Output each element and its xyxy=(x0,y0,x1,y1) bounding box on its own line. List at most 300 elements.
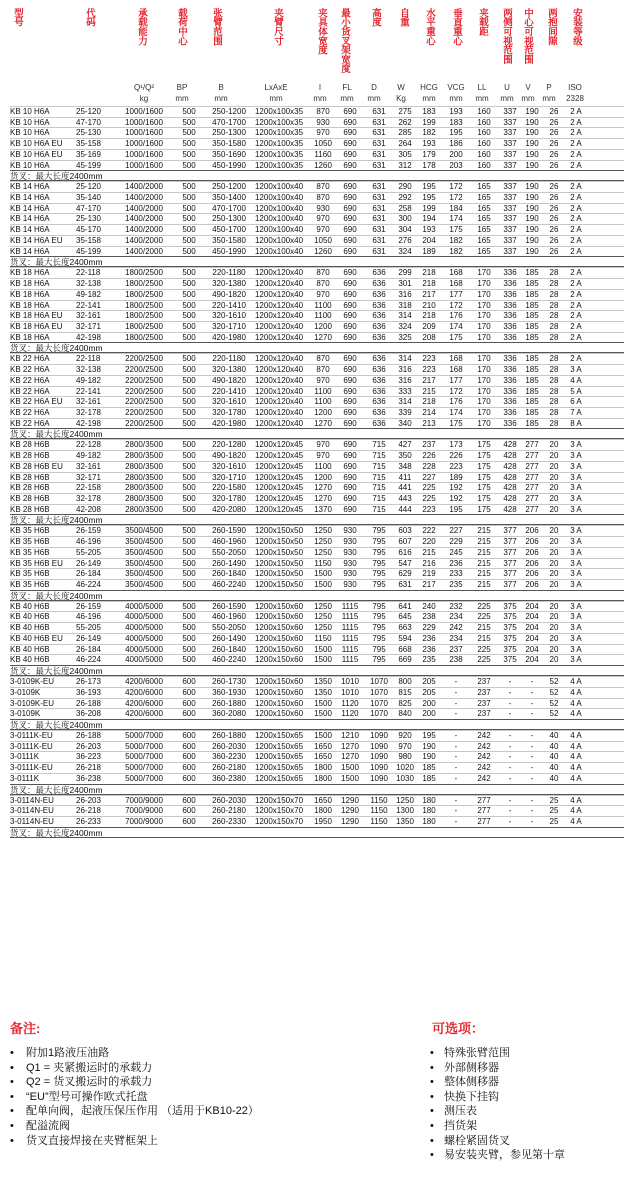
cell-w: 314 xyxy=(398,311,412,321)
cell-p: 25 xyxy=(549,816,559,826)
cell-i: 1650 xyxy=(314,752,332,762)
cell-arm: 1200x120x45 xyxy=(254,483,304,493)
cell-d: 1150 xyxy=(370,795,388,805)
cell-d: 631 xyxy=(372,139,386,149)
cell-fl: 1270 xyxy=(341,752,359,762)
cell-d: 715 xyxy=(372,461,386,471)
cell-v: 185 xyxy=(525,332,539,342)
cell-b: 350-1580 xyxy=(212,235,246,245)
cell-cap: 2200/2500 xyxy=(125,407,163,417)
cell-ll: 160 xyxy=(477,160,491,170)
cell-hcg: 225 xyxy=(422,483,436,493)
table-row xyxy=(10,773,624,784)
cell-b: 250-1300 xyxy=(212,214,246,224)
cell-p: 20 xyxy=(549,472,559,482)
cell-cap: 1400/2000 xyxy=(125,203,163,213)
notes-title: 备注: xyxy=(10,1021,41,1036)
cell-p: 26 xyxy=(549,149,559,159)
cell-d: 795 xyxy=(372,655,386,665)
cell-v: - xyxy=(530,698,534,708)
cell-fl: 690 xyxy=(343,128,357,138)
cell-code: 22-118 xyxy=(76,354,101,364)
group-footer: 货叉：最大长度2400mm xyxy=(10,170,624,181)
cell-v: 277 xyxy=(525,504,539,514)
header-symbol-iso: ISO xyxy=(568,83,582,92)
cell-v: 190 xyxy=(525,128,539,138)
cell-bp: 500 xyxy=(182,289,196,299)
cell-u: 337 xyxy=(503,149,517,159)
cell-d: 631 xyxy=(372,203,386,213)
header-symbol-hcg: HCG xyxy=(420,83,438,92)
cell-code: 49-182 xyxy=(76,451,101,461)
cell-i: 1100 xyxy=(314,386,332,396)
cell-cap: 2200/2500 xyxy=(125,418,163,428)
cell-arm: 1200x120x40 xyxy=(254,268,304,278)
cell-arm: 1200x120x40 xyxy=(254,365,304,375)
cell-arm: 1200x100x35 xyxy=(254,128,304,138)
cell-iso: 3 A xyxy=(570,644,582,654)
cell-hcg: 179 xyxy=(422,149,436,159)
cell-vcg: - xyxy=(454,709,458,719)
cell-bp: 500 xyxy=(182,655,196,665)
cell-hcg: 190 xyxy=(422,752,436,762)
header-unit-ll: mm xyxy=(475,94,489,103)
cell-p: 28 xyxy=(549,332,559,342)
group-footer: 货叉：最大长度2400mm xyxy=(10,256,624,267)
header-code: 代码 xyxy=(84,8,95,27)
cell-arm: 1200x120x45 xyxy=(254,440,304,450)
cell-b: 470-1700 xyxy=(212,117,246,127)
table-row xyxy=(10,289,624,300)
cell-d: 795 xyxy=(372,537,386,547)
table-row xyxy=(10,149,624,160)
cell-u: 428 xyxy=(503,461,517,471)
cell-iso: 2 A xyxy=(570,128,582,138)
cell-p: 26 xyxy=(549,182,559,192)
cell-hcg: 217 xyxy=(422,580,436,590)
cell-d: 715 xyxy=(372,440,386,450)
cell-bp: 600 xyxy=(182,741,196,751)
cell-vcg: 200 xyxy=(449,149,463,159)
cell-v: - xyxy=(530,687,534,697)
cell-bp: 500 xyxy=(182,160,196,170)
cell-w: 815 xyxy=(398,687,412,697)
cell-arm: 1200x120x40 xyxy=(254,300,304,310)
cell-cap: 2800/3500 xyxy=(125,504,163,514)
cell-u: - xyxy=(508,806,512,816)
cell-p: 20 xyxy=(549,547,559,557)
cell-u: 336 xyxy=(503,354,517,364)
cell-i: 970 xyxy=(316,289,330,299)
cell-v: - xyxy=(530,752,534,762)
cell-ll: 175 xyxy=(477,494,491,503)
cell-iso: 2 A xyxy=(570,182,582,192)
cell-b: 450-1700 xyxy=(212,225,246,235)
cell-hcg: 215 xyxy=(422,386,436,396)
group-footer: 货叉：最大长度2400mm xyxy=(10,827,624,838)
cell-u: 428 xyxy=(503,504,517,514)
cell-d: 636 xyxy=(372,386,386,396)
option-item: • 挡货架 xyxy=(430,1119,565,1134)
cell-p: 40 xyxy=(549,773,559,783)
cell-b: 260-1590 xyxy=(212,526,246,536)
table-row xyxy=(10,611,624,622)
cell-i: 930 xyxy=(316,203,330,213)
cell-p: 20 xyxy=(549,494,559,503)
cell-v: 190 xyxy=(525,225,539,235)
group-footer: 货叉：最大长度2400mm xyxy=(10,514,624,525)
cell-ll: 170 xyxy=(477,300,491,310)
cell-w: 443 xyxy=(398,494,412,503)
cell-fl: 690 xyxy=(343,149,357,159)
table-row xyxy=(10,160,624,171)
cell-code: 26-184 xyxy=(76,644,101,654)
cell-hcg: 210 xyxy=(422,300,436,310)
cell-ll: 160 xyxy=(477,107,491,116)
cell-v: 185 xyxy=(525,386,539,396)
cell-b: 460-2240 xyxy=(212,655,246,665)
cell-w: 441 xyxy=(398,483,412,493)
cell-ll: 277 xyxy=(477,795,491,805)
cell-v: 277 xyxy=(525,451,539,461)
cell-v: - xyxy=(530,816,534,826)
cell-code: 46-196 xyxy=(76,612,101,622)
cell-i: 1500 xyxy=(314,569,332,579)
cell-arm: 1200x150x65 xyxy=(254,741,304,751)
cell-arm: 1200x120x40 xyxy=(254,386,304,396)
cell-p: 20 xyxy=(549,569,559,579)
cell-code: 55-205 xyxy=(76,547,101,557)
cell-d: 1090 xyxy=(370,752,388,762)
cell-i: 1050 xyxy=(314,139,332,149)
cell-b: 450-1990 xyxy=(212,246,246,256)
cell-b: 220-1180 xyxy=(212,268,246,278)
cell-arm: 1200x150x65 xyxy=(254,773,304,783)
cell-u: 336 xyxy=(503,375,517,385)
cell-hcg: 220 xyxy=(422,537,436,547)
cell-v: 206 xyxy=(525,580,539,590)
cell-bp: 500 xyxy=(182,268,196,278)
note-item: • “EU”型号可操作欧式托盘 xyxy=(10,1090,259,1105)
cell-ll: 277 xyxy=(477,806,491,816)
cell-v: 185 xyxy=(525,375,539,385)
cell-hcg: 195 xyxy=(422,193,436,203)
cell-code: 55-205 xyxy=(76,623,101,633)
cell-bp: 500 xyxy=(182,494,196,503)
cell-iso: 3 A xyxy=(570,526,582,536)
cell-cap: 2800/3500 xyxy=(125,461,163,471)
cell-v: 204 xyxy=(525,633,539,643)
cell-i: 870 xyxy=(316,354,330,364)
cell-fl: 690 xyxy=(343,440,357,450)
cell-hcg: 185 xyxy=(422,763,436,773)
cell-p: 20 xyxy=(549,623,559,633)
cell-b: 320-1780 xyxy=(212,407,246,417)
cell-bp: 500 xyxy=(182,203,196,213)
cell-i: 1200 xyxy=(314,321,332,331)
cell-d: 795 xyxy=(372,547,386,557)
cell-v: 206 xyxy=(525,537,539,547)
table-row xyxy=(10,741,624,752)
cell-v: 204 xyxy=(525,623,539,633)
cell-hcg: 204 xyxy=(422,235,436,245)
cell-cap: 1800/2500 xyxy=(125,279,163,289)
cell-bp: 500 xyxy=(182,246,196,256)
cell-arm: 1200x150x60 xyxy=(254,655,304,665)
cell-cap: 4200/6000 xyxy=(125,687,163,697)
header-unit-iso: 2328 xyxy=(566,94,584,103)
options-title: 可选项： xyxy=(432,1021,485,1036)
cell-arm: 1200x150x60 xyxy=(254,644,304,654)
cell-iso: 3 A xyxy=(570,580,582,590)
cell-ll: 160 xyxy=(477,117,491,127)
cell-arm: 1200x150x50 xyxy=(254,558,304,568)
cell-u: 337 xyxy=(503,214,517,224)
cell-bp: 500 xyxy=(182,225,196,235)
cell-u: 377 xyxy=(503,558,517,568)
cell-b: 320-1610 xyxy=(212,311,246,321)
cell-model: 3-0111K-EU xyxy=(10,741,53,751)
cell-vcg: 223 xyxy=(449,461,463,471)
cell-d: 795 xyxy=(372,601,386,611)
cell-cap: 2800/3500 xyxy=(125,483,163,493)
cell-fl: 1290 xyxy=(341,816,359,826)
cell-cap: 3500/4500 xyxy=(125,580,163,590)
cell-u: 337 xyxy=(503,117,517,127)
cell-fl: 690 xyxy=(343,235,357,245)
cell-vcg: - xyxy=(454,795,458,805)
cell-p: 28 xyxy=(549,279,559,289)
cell-iso: 4 A xyxy=(570,795,582,805)
cell-arm: 1200x120x40 xyxy=(254,407,304,417)
cell-u: - xyxy=(508,763,512,773)
cell-u: - xyxy=(508,698,512,708)
cell-code: 42-198 xyxy=(76,332,101,342)
header-d: 高度 xyxy=(370,8,381,27)
cell-p: 26 xyxy=(549,117,559,127)
spec-table xyxy=(10,106,624,838)
cell-code: 49-182 xyxy=(76,289,101,299)
cell-w: 325 xyxy=(398,332,412,342)
cell-ll: 165 xyxy=(477,193,491,203)
cell-w: 301 xyxy=(398,279,412,289)
cell-w: 1250 xyxy=(396,795,414,805)
cell-i: 1250 xyxy=(314,601,332,611)
cell-i: 970 xyxy=(316,375,330,385)
cell-cap: 7000/9000 xyxy=(125,795,163,805)
cell-ll: 215 xyxy=(477,526,491,536)
cell-iso: 3 A xyxy=(570,601,582,611)
cell-b: 360-2080 xyxy=(212,709,246,719)
cell-ll: 237 xyxy=(477,687,491,697)
cell-vcg: 176 xyxy=(449,397,463,407)
cell-iso: 2 A xyxy=(570,160,582,170)
cell-v: 206 xyxy=(525,558,539,568)
cell-i: 1250 xyxy=(314,526,332,536)
cell-hcg: 222 xyxy=(422,526,436,536)
header-hcg: 水平重心 xyxy=(424,8,435,46)
cell-ll: 215 xyxy=(477,623,491,633)
cell-hcg: 208 xyxy=(422,332,436,342)
cell-vcg: - xyxy=(454,806,458,816)
cell-code: 25-120 xyxy=(76,182,101,192)
cell-cap: 4000/5000 xyxy=(125,601,163,611)
cell-w: 324 xyxy=(398,321,412,331)
cell-bp: 500 xyxy=(182,612,196,622)
cell-hcg: 180 xyxy=(422,806,436,816)
table-row xyxy=(10,106,624,117)
table-row xyxy=(10,687,624,698)
cell-w: 1030 xyxy=(396,773,414,783)
cell-hcg: 189 xyxy=(422,246,436,256)
cell-model: KB 35 H6B xyxy=(10,580,50,590)
cell-vcg: - xyxy=(454,773,458,783)
cell-iso: 2 A xyxy=(570,321,582,331)
cell-hcg: 190 xyxy=(422,741,436,751)
cell-ll: 215 xyxy=(477,558,491,568)
cell-u: 337 xyxy=(503,139,517,149)
cell-cap: 1800/2500 xyxy=(125,332,163,342)
cell-cap: 3500/4500 xyxy=(125,537,163,547)
table-row xyxy=(10,472,624,483)
cell-w: 594 xyxy=(398,633,412,643)
option-item: • 外部侧移器 xyxy=(430,1061,565,1076)
cell-ll: 165 xyxy=(477,225,491,235)
header-unit-i: mm xyxy=(313,94,327,103)
cell-code: 26-159 xyxy=(76,526,101,536)
cell-vcg: 172 xyxy=(449,386,463,396)
cell-u: 336 xyxy=(503,365,517,375)
cell-iso: 2 A xyxy=(570,117,582,127)
cell-model: KB 28 H6B xyxy=(10,440,50,450)
cell-bp: 500 xyxy=(182,321,196,331)
cell-ll: 277 xyxy=(477,816,491,826)
cell-bp: 600 xyxy=(182,677,196,687)
cell-model: KB 14 H6A EU xyxy=(10,235,63,245)
cell-bp: 500 xyxy=(182,193,196,203)
cell-u: 337 xyxy=(503,193,517,203)
cell-i: 1800 xyxy=(314,763,332,773)
cell-u: 336 xyxy=(503,386,517,396)
cell-cap: 4000/5000 xyxy=(125,644,163,654)
cell-hcg: 237 xyxy=(422,440,436,450)
cell-ll: 215 xyxy=(477,537,491,547)
cell-vcg: 227 xyxy=(449,526,463,536)
cell-i: 1270 xyxy=(314,418,332,428)
cell-ll: 170 xyxy=(477,321,491,331)
cell-vcg: 183 xyxy=(449,117,463,127)
cell-bp: 500 xyxy=(182,644,196,654)
cell-model: KB 40 H6B xyxy=(10,623,50,633)
table-row xyxy=(10,439,624,450)
cell-i: 1800 xyxy=(314,806,332,816)
table-row xyxy=(10,698,624,709)
cell-arm: 1200x120x40 xyxy=(254,332,304,342)
cell-i: 870 xyxy=(316,268,330,278)
cell-w: 669 xyxy=(398,655,412,665)
cell-u: 337 xyxy=(503,235,517,245)
cell-fl: 1115 xyxy=(341,633,359,643)
cell-hcg: 217 xyxy=(422,289,436,299)
cell-p: 26 xyxy=(549,246,559,256)
cell-model: 3-0114N-EU xyxy=(10,806,54,816)
cell-bp: 500 xyxy=(182,580,196,590)
cell-model: 3-0109K-EU xyxy=(10,677,55,687)
cell-p: 28 xyxy=(549,375,559,385)
cell-bp: 500 xyxy=(182,311,196,321)
cell-u: 377 xyxy=(503,537,517,547)
cell-cap: 1400/2000 xyxy=(125,246,163,256)
note-item: • 配单向阀，起液压保压作用 （适用于KB10-22） xyxy=(10,1104,259,1119)
table-row xyxy=(10,536,624,547)
cell-arm: 1200x100x40 xyxy=(254,182,304,192)
cell-fl: 930 xyxy=(343,526,357,536)
header-unit-d: mm xyxy=(367,94,381,103)
cell-model: KB 10 H6A xyxy=(10,128,50,138)
cell-model: KB 14 H6A xyxy=(10,203,50,213)
cell-hcg: 213 xyxy=(422,418,436,428)
cell-p: 28 xyxy=(549,300,559,310)
cell-vcg: - xyxy=(454,741,458,751)
cell-vcg: 172 xyxy=(449,193,463,203)
table-row xyxy=(10,816,624,827)
cell-bp: 600 xyxy=(182,806,196,816)
cell-arm: 1200x120x45 xyxy=(254,494,304,503)
cell-vcg: 242 xyxy=(449,623,463,633)
cell-bp: 500 xyxy=(182,461,196,471)
cell-iso: 2 A xyxy=(570,193,582,203)
cell-v: 190 xyxy=(525,214,539,224)
cell-iso: 3 A xyxy=(570,365,582,375)
cell-p: 20 xyxy=(549,580,559,590)
table-row xyxy=(10,267,624,278)
cell-arm: 1200x100x35 xyxy=(254,149,304,159)
cell-code: 26-233 xyxy=(76,816,101,826)
cell-ll: 170 xyxy=(477,397,491,407)
cell-cap: 1800/2500 xyxy=(125,321,163,331)
cell-i: 1500 xyxy=(314,698,332,708)
cell-arm: 1200x150x50 xyxy=(254,537,304,547)
header-fl: 最小货叉架宽度 xyxy=(339,8,350,74)
cell-d: 1090 xyxy=(370,741,388,751)
header-unit-fl: mm xyxy=(340,94,354,103)
cell-w: 299 xyxy=(398,268,412,278)
cell-iso: 2 A xyxy=(570,149,582,159)
cell-iso: 4 A xyxy=(570,730,582,740)
cell-i: 1250 xyxy=(314,612,332,622)
cell-p: 20 xyxy=(549,558,559,568)
cell-code: 35-158 xyxy=(76,235,101,245)
table-row xyxy=(10,482,624,493)
cell-b: 320-1710 xyxy=(212,321,246,331)
header-symbol-ll: LL xyxy=(477,83,487,92)
cell-v: 206 xyxy=(525,526,539,536)
cell-w: 427 xyxy=(398,440,412,450)
cell-b: 260-1840 xyxy=(212,569,246,579)
cell-hcg: 235 xyxy=(422,655,436,665)
cell-iso: 4 A xyxy=(570,375,582,385)
cell-cap: 1000/1600 xyxy=(125,107,163,116)
cell-ll: 165 xyxy=(477,214,491,224)
cell-model: KB 28 H6B EU xyxy=(10,461,63,471)
header-ll: 夹载距 xyxy=(477,8,488,36)
table-row xyxy=(10,601,624,612)
cell-i: 1100 xyxy=(314,397,332,407)
cell-bp: 500 xyxy=(182,386,196,396)
table-row xyxy=(10,364,624,375)
cell-iso: 2 A xyxy=(570,225,582,235)
cell-p: 20 xyxy=(549,633,559,643)
